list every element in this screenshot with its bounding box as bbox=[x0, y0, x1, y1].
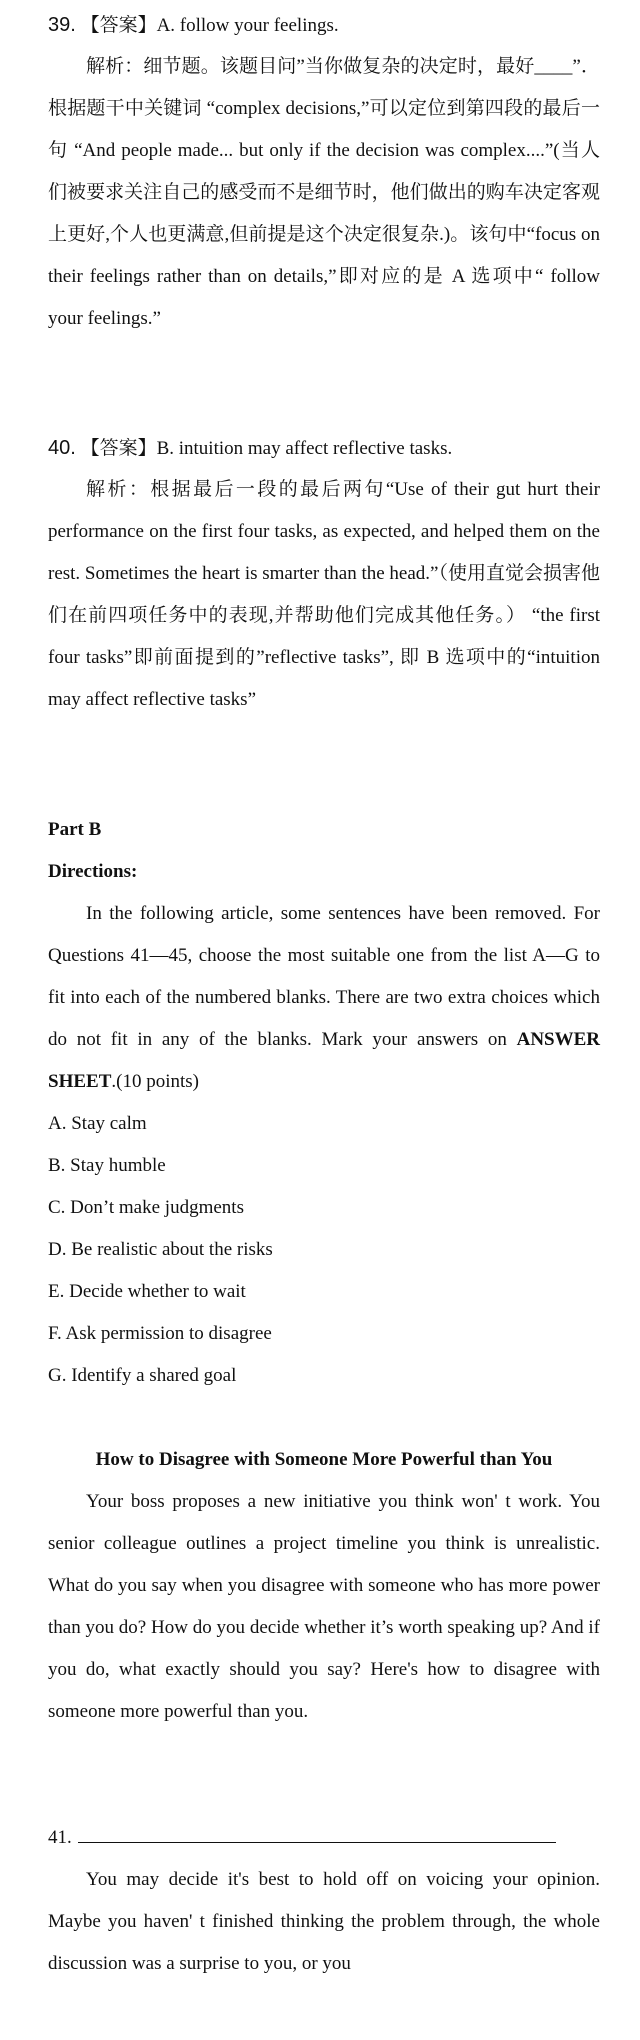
q39-analysis: 解析：细节题。该题目问”当你做复杂的决定时，最好____”．根据题干中关键词 “complex decisions,”可以定位到第四段的最后一句 “And people made... but only if the decision was complex....”(当人们被要求关注自己的感受而不是细节时，他们做出的购车决定客观上更好,个人也更满意,但前提是这个决定很复杂.)。该句中“focus on their feelings rather than on details,”即对应的是 A 选项中“ follow your feelings.” bbox=[48, 56, 600, 329]
q40-answer-line bbox=[48, 427, 600, 470]
directions-points: .(10 points) bbox=[111, 1071, 199, 1092]
answer-sheet-label: ANSWER SHEET bbox=[48, 1029, 600, 1092]
article-title: How to Disagree with Someone More Powerful than You bbox=[95, 1449, 553, 1470]
article-paragraph-1: Your boss proposes a new initiative you think won' t work. You senior colleague outlines a project timeline you think is unrealistic. What do you say when you disagree with someone who has more power than you do? How do you decide whether it’s worth speaking up? And if you do, what exactly should you say? Here's how to disagree with someone more powerful than you. bbox=[48, 1491, 600, 1722]
option-b: B. Stay humble bbox=[48, 1155, 166, 1176]
q40-number: 40. bbox=[48, 437, 76, 459]
directions-label: Directions: bbox=[48, 861, 138, 882]
q39-answer: A. follow your feelings. bbox=[156, 15, 339, 36]
q39-answer-line bbox=[48, 4, 600, 47]
option-d: D. Be realistic about the risks bbox=[48, 1239, 273, 1260]
option-a: A. Stay calm bbox=[48, 1113, 147, 1134]
option-f: F. Ask permission to disagree bbox=[48, 1323, 272, 1344]
article-paragraph-2: You may decide it's best to hold off on voicing your opinion. Maybe you haven' t finished thinking the problem through, the whole discussion was a surprise to you, or you bbox=[48, 1869, 600, 1974]
options-list bbox=[48, 1103, 600, 1397]
blank-41-number: 41. bbox=[48, 1827, 72, 1848]
blank-41-line bbox=[48, 1817, 600, 1859]
q40-answer: B. intuition may affect reflective tasks. bbox=[156, 438, 453, 459]
blank-41-underline bbox=[78, 1818, 556, 1843]
q40-analysis: 解析：根据最后一段的最后两句“Use of their gut hurt their performance on the first four tasks, as expected, and helped them on the rest. Sometimes the heart is smarter than the head.”（使用直觉会损害他们在前四项任务中的表现,并帮助他们完成其他任务。） “the first four tasks”即前面提到的”reflective tasks”, 即 B 选项中的“intuition may affect reflective tasks” bbox=[48, 479, 600, 710]
directions-text bbox=[48, 893, 600, 1103]
part-b-heading: Part B bbox=[48, 819, 102, 840]
option-c: C. Don’t make judgments bbox=[48, 1197, 244, 1218]
q39-number: 39. bbox=[48, 14, 76, 36]
directions-body: In the following article, some sentences have been removed. For Questions 41—45, choose the most suitable one from the list A—G to fit into each of the numbered blanks. There are two extra choices which do not fit in any of the blanks. Mark your answers on bbox=[48, 903, 600, 1050]
q40-answer-tag: 【答案】 bbox=[80, 438, 157, 459]
option-e: E. Decide whether to wait bbox=[48, 1281, 246, 1302]
q39-answer-tag: 【答案】 bbox=[80, 15, 157, 36]
option-g: G. Identify a shared goal bbox=[48, 1365, 237, 1386]
